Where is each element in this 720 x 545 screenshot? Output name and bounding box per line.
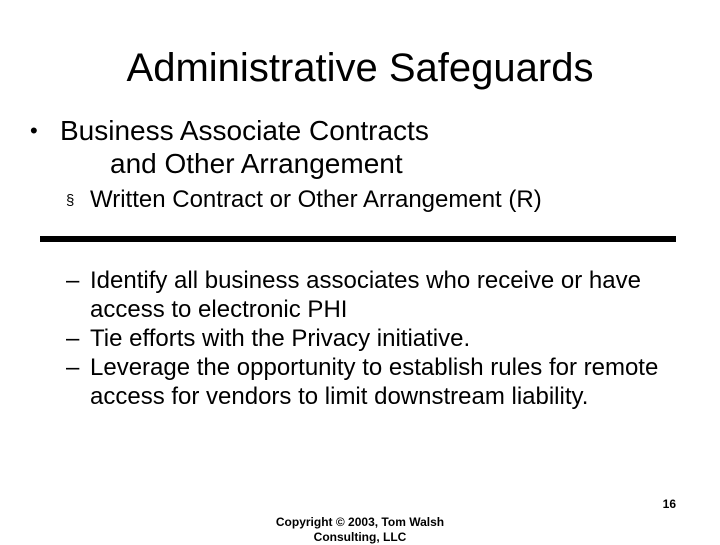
page-number: 16 <box>662 497 676 511</box>
sub-bullet-text: Written Contract or Other Arrangement (R) <box>90 186 542 213</box>
detail-list <box>66 266 696 411</box>
list-item <box>66 353 696 411</box>
main-bullet-line1: Business Associate Contracts <box>60 115 429 146</box>
dash-icon: – <box>66 267 80 294</box>
dash-icon: – <box>66 325 80 352</box>
section-mark-icon: § <box>66 192 75 209</box>
copyright-line2: Consulting, LLC <box>313 530 407 544</box>
dash-icon: – <box>66 354 80 381</box>
copyright-line1: Copyright © 2003, Tom Walsh <box>275 515 445 529</box>
main-bullet-line2: and Other Arrangement <box>110 148 403 179</box>
slide-title: Administrative Safeguards <box>126 46 594 90</box>
list-item <box>66 266 696 324</box>
divider-rule <box>40 236 676 242</box>
bullet-dot-icon: • <box>30 118 38 143</box>
list-item <box>66 324 696 353</box>
list-item-text: Leverage the opportunity to establish rules for remote access for vendors to limit downstream liability. <box>90 354 659 410</box>
list-item-text: Tie efforts with the Privacy initiative. <box>90 325 471 352</box>
copyright-footer <box>0 515 720 545</box>
list-item-text: Identify all business associates who receive or have access to electronic PHI <box>90 267 641 323</box>
